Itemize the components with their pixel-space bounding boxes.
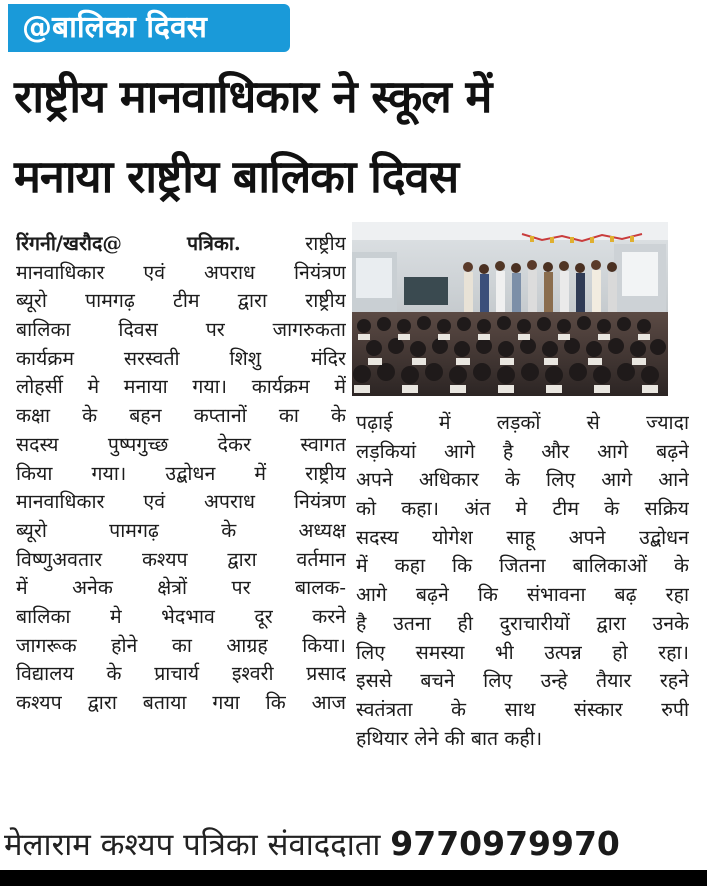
article-line: सदस्य पुष्पगुच्छ देकर स्वागत xyxy=(16,432,346,456)
article-line: विष्णुअवतार कश्यप द्वारा वर्तमान xyxy=(16,547,346,571)
article-line: हथियार लेने की बात कही। xyxy=(356,726,543,750)
dateline: रिंगनी/खरौद@ पत्रिका. xyxy=(16,232,241,255)
reporter-name: मेलाराम कश्यप पत्रिका संवाददाता xyxy=(4,827,381,863)
article-line: लोहर्सी मे मनाया गया। कार्यक्रम में xyxy=(16,375,346,399)
article-line: में कहा कि जितना बालिकाओं के xyxy=(356,554,689,578)
reporter-byline xyxy=(0,818,707,870)
article-left-column xyxy=(16,230,346,718)
article-line: आगे बढ़ने कि संभावना बढ़ रहा xyxy=(356,583,689,607)
bottom-bar xyxy=(0,870,707,886)
article-line: कश्यप द्वारा बताया गया कि आज xyxy=(16,691,346,714)
article-line: ब्यूरो पामगढ़ टीम द्वारा राष्ट्रीय xyxy=(16,289,346,313)
article-line: विद्यालय के प्राचार्य इश्वरी प्रसाद xyxy=(16,662,346,686)
article-line: कार्यक्रम सरस्वती शिशु मंदिर xyxy=(16,346,346,370)
article-line: पढ़ाई में लड़कों से ज्यादा xyxy=(356,411,689,434)
article-line: अपने अधिकार के लिए आगे आने xyxy=(356,468,689,492)
section-tag: @बालिका दिवस xyxy=(8,4,290,52)
article-line: जागरूक होने का आग्रह किया। xyxy=(16,633,346,657)
article-line: किया गया। उद्बोधन में राष्ट्रीय xyxy=(16,461,346,485)
article-line: मानवाधिकार एवं अपराध नियंत्रण xyxy=(16,490,346,514)
article-line: बालिका दिवस पर जागरुकता xyxy=(16,318,346,342)
article-line: है उतना ही दुराचारीयों द्वारा उनके xyxy=(356,611,689,635)
headline-line-1: राष्ट्रीय मानवाधिकार ने स्कूल में xyxy=(14,70,492,123)
reporter-phone: 9770979970 xyxy=(390,824,620,863)
article-line: को कहा। अंत मे टीम के सक्रिय xyxy=(356,497,689,521)
article-line: लड़कियां आगे है और आगे बढ़ने xyxy=(356,439,689,463)
article-line: स्वतंत्रता के साथ संस्कार रुपी xyxy=(356,697,689,721)
article-line: में अनेक क्षेत्रों पर बालक- xyxy=(16,576,346,600)
article-line xyxy=(16,230,346,259)
classroom-photo-image xyxy=(352,222,668,396)
article-line: लिए समस्या भी उत्पन्न हो रहा। xyxy=(356,640,689,664)
article-line: बालिका मे भेदभाव दूर करने xyxy=(16,604,346,628)
article-line: सदस्य योगेश साहू अपने उद्बोधन xyxy=(356,525,689,549)
article-line: इससे बचने लिए उन्हे तैयार रहने xyxy=(356,669,689,693)
headline-line-2: मनाया राष्ट्रीय बालिका दिवस xyxy=(14,150,459,203)
event-photo xyxy=(352,222,668,396)
article-line-text: राष्ट्रीय xyxy=(305,232,346,255)
article-line: मानवाधिकार एवं अपराध नियंत्रण xyxy=(16,260,346,284)
article-line: कक्षा के बहन कप्तानों का के xyxy=(16,404,346,428)
article-line: ब्यूरो पामगढ़ के अध्यक्ष xyxy=(16,518,346,542)
article-right-column xyxy=(356,409,689,753)
